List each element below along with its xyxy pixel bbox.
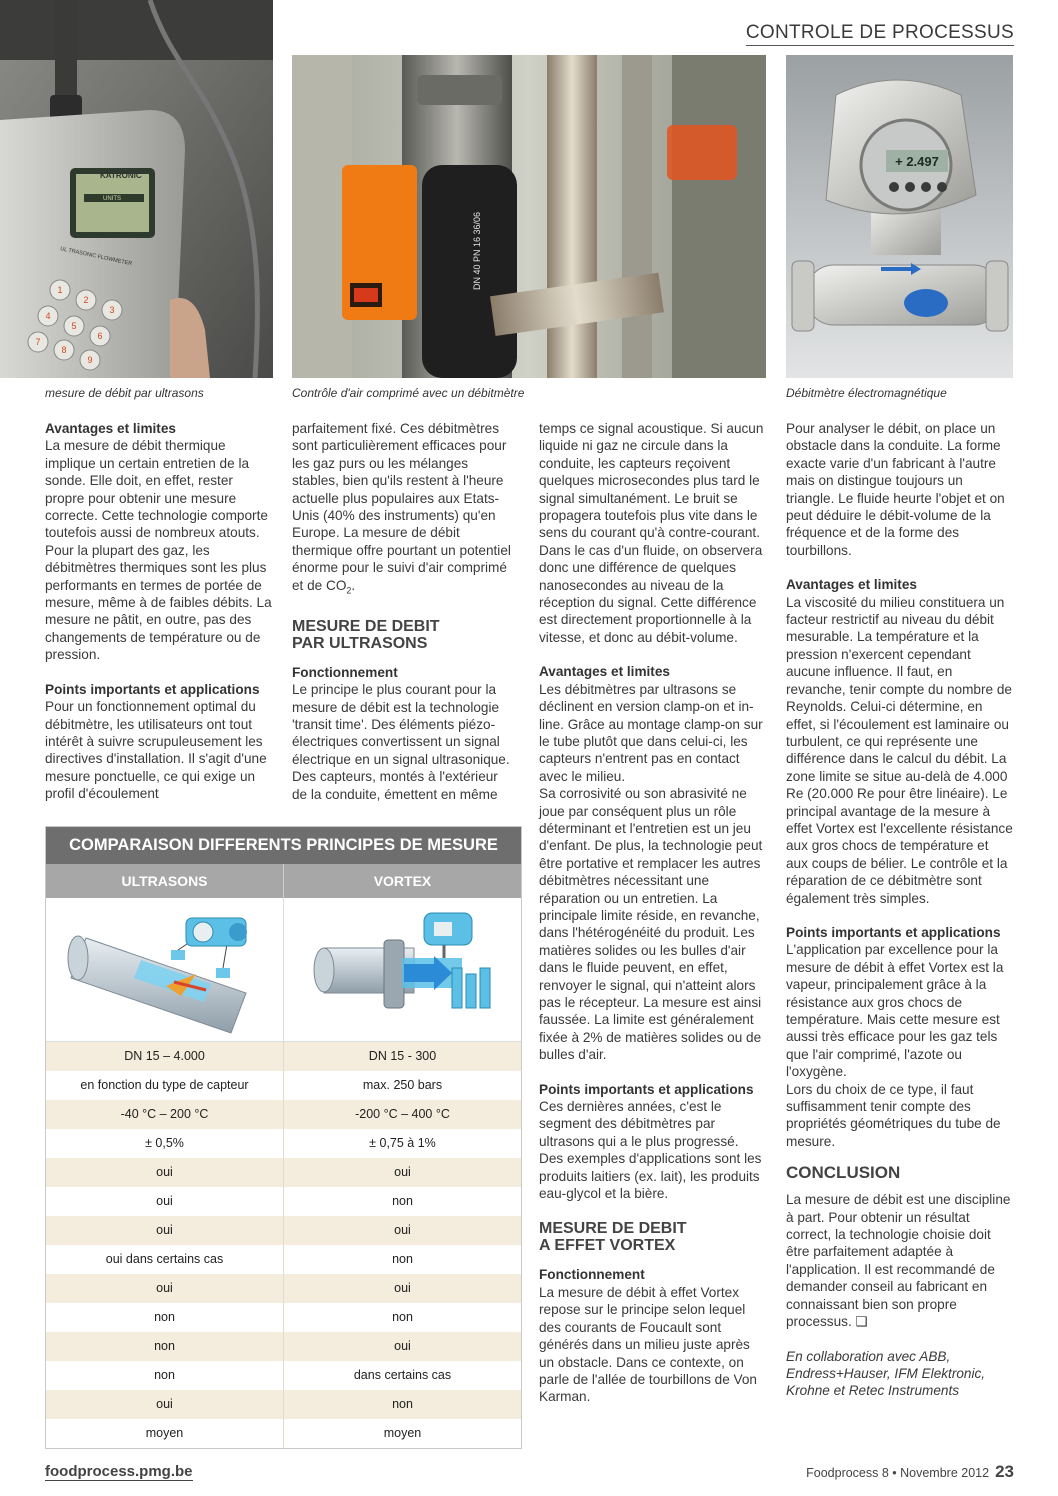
table-row [46, 1303, 521, 1332]
heading-avantages-limites-2: Avantages et limites [539, 664, 670, 680]
device-model-text: UL TRASONIC FLOWMETER [59, 246, 133, 268]
section-title: CONTROLE DE PROCESSUS [746, 22, 1014, 46]
screen-text: UNITS [103, 196, 121, 202]
svg-text:6: 6 [97, 331, 103, 341]
footer-issue-info [806, 1462, 1014, 1482]
heading-points-importants-2: Points importants et applications [539, 1081, 754, 1097]
cell-vortex: -200 °C – 400 °C [355, 1107, 450, 1121]
section-heading-line: PAR ULTRASONS [292, 634, 428, 652]
table-row [46, 1274, 521, 1303]
cell-vortex: max. 250 bars [362, 1078, 443, 1092]
svg-text:3: 3 [109, 305, 115, 315]
table-row [46, 1129, 521, 1158]
table-row [46, 1361, 521, 1390]
comparison-rows [46, 1042, 521, 1448]
section-heading-line: MESURE DE DEBIT [539, 1220, 687, 1238]
cell-vortex: moyen [383, 1426, 422, 1440]
cell-ultrasons: non [46, 1361, 284, 1390]
pipe-label: DN 40 PN 16 36/06 [472, 211, 482, 290]
footer-website-link[interactable]: foodprocess.pmg.be [45, 1463, 193, 1480]
column-3 [539, 420, 765, 1406]
issue-label: Foodprocess 8 • Novembre 2012 [806, 1466, 990, 1480]
paragraph: L'application par excellence pour la mesure de débit à effet Vortex est la vapeur, principalement grâce à la résistance aux gros chocs de température. Mais cette mesure est aussi très efficace pour les gaz tels que l'air comprimé, l'azote ou l'oxygène. [786, 942, 1004, 1080]
cell-vortex: dans certains cas [353, 1368, 452, 1382]
table-row [46, 1071, 521, 1100]
svg-text:8: 8 [61, 345, 67, 355]
comparison-header-row [46, 864, 521, 898]
cell-ultrasons: ± 0,5% [46, 1129, 284, 1158]
paragraph [292, 420, 516, 600]
cell-vortex: oui [394, 1165, 411, 1179]
svg-text:7: 7 [35, 337, 41, 347]
caption-electromagnetic: Débitmètre électromagnétique [786, 386, 947, 400]
paragraph [786, 1191, 1014, 1330]
paragraph-text: parfaitement fixé. Ces débitmètres sont particulièrement efficaces pour les gaz purs ou les mélanges stables, bien qu'ils restent à l'heure actuelle plus populaires aux Etats-Unis (40% des instruments) qu'en Europe. La mesure de débit thermique offre pourtant un potentiel énorme pour le suivi d'air comprimé et de CO [292, 421, 511, 593]
heading-fonctionnement-1: Fonctionnement [292, 664, 398, 680]
cell-ultrasons: oui [46, 1158, 284, 1187]
cell-ultrasons: moyen [46, 1419, 284, 1448]
column-1 [45, 420, 273, 803]
cell-vortex: oui [394, 1281, 411, 1295]
ultrasonic-diagram [46, 898, 284, 1041]
page-number: 23 [995, 1462, 1014, 1481]
cell-vortex: non [392, 1397, 413, 1411]
paragraph: La viscosité du milieu constituera un facteur restrictif au niveau du débit mesurable. La température et la pression n'exercent cependant aucune influence. Il faut, en revanche, tenir compte du nombre de Reynolds. Celui-ci détermine, en effet, si l'écoulement est laminaire ou turbulent, ce qui représente une différence dans le calcul du débit. La zone limite se situe au-delà de 4.000 Re (20.000 Re pour être linéaire). Le principal avantage de la mesure à effet Vortex est l'excellente résistance aux gros chocs de température et aux coups de bélier. Le contrôle et la réparation de ce débitmètre sont également très simples. [786, 594, 1013, 906]
section-heading-ultrasons [292, 618, 516, 652]
svg-text:9: 9 [87, 355, 93, 365]
table-row [46, 1390, 521, 1419]
header-ultrasons: ULTRASONS [46, 864, 284, 898]
paragraph: La mesure de débit à effet Vortex repose sur le principe selon lequel des courants de Foucault sont générés dans un milieu juste après un obstacle. Dans ce contexte, on parle de l'allée de tourbillons de Von Karman. [539, 1284, 757, 1405]
paragraph: temps ce signal acoustique. Si aucun liquide ni gaz ne circule dans la conduite, les capteurs reçoivent quelques microsecondes plus tard le signal simultanément. Le bruit se propagera toutefois plus vite dans le sens du courant qu'à contre-courant. Dans le cas d'un fluide, on observera donc une différence de quelques nanosecondes au niveau de la réception du signal. Cette différence est directement proportionnelle à la vitesse, et donc au débit-volume. [539, 421, 764, 645]
photo-ultrasonic-flowmeter [0, 0, 273, 378]
cell-vortex: oui [394, 1223, 411, 1237]
cell-vortex: DN 15 - 300 [368, 1049, 437, 1063]
table-row [46, 1187, 521, 1216]
table-row [46, 1245, 521, 1274]
cell-ultrasons: oui [46, 1216, 284, 1245]
paragraph: Le principe le plus courant pour la mesure de débit est la technologie 'transit time'. Des éléments piézo-électriques convertissent un signal électrique en un signal ultrasonique. Des capteurs, montés à l'extérieur de la conduite, émettent en même [292, 682, 510, 802]
paragraph: Pour analyser le débit, on place un obstacle dans la conduite. La forme exacte varie d'un fabricant à l'autre mais on distingue toujours un triangle. Le fluide heurte l'objet et on peut déduire le débit-volume de la fréquence et de la forme des tourbillons. [786, 421, 1005, 558]
svg-text:4: 4 [45, 311, 51, 321]
column-2 [292, 420, 516, 803]
end-mark-icon: ❑ [855, 1314, 868, 1330]
cell-ultrasons: oui [46, 1187, 284, 1216]
table-row [46, 1332, 521, 1361]
section-heading-line: MESURE DE DEBIT [292, 617, 440, 635]
table-row [46, 1100, 521, 1129]
credit-note: En collaboration avec ABB, Endress+Hauser, IFM Elektronic, Krohne et Retec Instruments [786, 1348, 986, 1399]
svg-text:2: 2 [83, 295, 89, 305]
paragraph-text: La mesure de débit est une discipline à part. Pour obtenir un résultat correct, la technologie choisie doit être parfaitement adaptée à l'application. Il est recommandé de demander conseil au fabricant en connaissant bien son propre processus. [786, 1192, 1011, 1330]
heading-avantages-limites-1: Avantages et limites [45, 421, 176, 436]
cell-vortex: non [392, 1310, 413, 1324]
section-heading-vortex [539, 1220, 765, 1254]
table-row [46, 1042, 521, 1071]
svg-text:1: 1 [57, 285, 63, 295]
photo-compressed-air-flowmeter [292, 55, 766, 378]
cell-ultrasons: non [46, 1303, 284, 1332]
cell-ultrasons: en fonction du type de capteur [46, 1071, 284, 1100]
caption-compressed-air: Contrôle d'air comprimé avec un débitmètre [292, 386, 525, 400]
paragraph: La mesure de débit thermique implique un certain entretien de la sonde. Elle doit, en effet, rester propre pour obtenir une mesure correcte. Cette technologie comporte toutefois aussi de nombreux atouts. Pour la plupart des gaz, les débitmètres thermiques sont les plus performants en termes de portée de mesure, même à de faibles débits. La mesure ne pâtit, en outre, pas des changements de température ou de pression. [45, 438, 272, 663]
heading-avantages-limites-3: Avantages et limites [786, 577, 917, 593]
table-row [46, 1216, 521, 1245]
cell-vortex: ± 0,75 à 1% [369, 1136, 436, 1150]
cell-ultrasons: oui [46, 1274, 284, 1303]
comparison-table [45, 826, 522, 1449]
heading-fonctionnement-2: Fonctionnement [539, 1267, 645, 1283]
paragraph: Sa corrosivité ou son abrasivité ne joue par conséquent plus un rôle déterminant et l'entretien est un jeu d'enfant. De plus, la technologie peut être portative et remplacer les autres débitmètres nécessitant une réparation ou un entretien. La principale limite réside, en revanche, dans l'hétérogénéité du produit. Les matières solides ou les bulles d'air dans le fluide peuvent, en effet, renvoyer le signal, qui n'atteint alors pas le récepteur. La mesure est ainsi faussée. La limite est généralement fixée à 2% de matières solides ou de bulles d'air. [539, 786, 763, 1063]
cell-vortex: oui [394, 1339, 411, 1353]
conclusion-heading: CONCLUSION [786, 1163, 901, 1183]
svg-text:5: 5 [71, 321, 77, 331]
meter-display-text: + 2.497 [895, 154, 939, 169]
heading-points-importants-1: Points importants et applications [45, 681, 260, 697]
paragraph: Ces dernières années, c'est le segment des débitmètres par ultrasons qui a le plus progressé. Des exemples d'applications sont les produits laitiers (ex. lait), les produits eau-glycol et la bière. [539, 1099, 762, 1202]
paragraph: Pour un fonctionnement optimal du débitmètre, les utilisateurs ont tout intérêt à suivre scrupuleusement les directives d'installation. Il s'agit d'une mesure ponctuelle, ce qui exige un profil d'écoulement [45, 699, 267, 802]
column-4 [786, 420, 1014, 1400]
table-row [46, 1158, 521, 1187]
cell-ultrasons: DN 15 – 4.000 [46, 1042, 284, 1071]
comparison-title: COMPARAISON DIFFERENTS PRINCIPES DE MESURE [46, 827, 521, 864]
caption-ultrasonic: mesure de débit par ultrasons [45, 386, 204, 400]
photo-electromagnetic-flowmeter [786, 55, 1013, 378]
cell-ultrasons: oui dans certains cas [46, 1245, 284, 1274]
brand-logo-text: KATRONIC [100, 171, 142, 180]
cell-ultrasons: non [46, 1332, 284, 1361]
cell-vortex: non [392, 1194, 413, 1208]
paragraph: Les débitmètres par ultrasons se déclinent en version clamp-on et in-line. Grâce au montage clamp-on sur le tube plutôt que dans celui-ci, les capteurs n'entrent pas en contact avec le milieu. [539, 681, 763, 784]
paragraph: Lors du choix de ce type, il faut suffisamment tenir compte des propriétés géométriques du tube de mesure. [786, 1081, 1001, 1149]
subscript: 2 [346, 585, 352, 596]
section-heading-line: A EFFET VORTEX [539, 1237, 676, 1255]
paragraph-end: . [351, 577, 356, 593]
cell-ultrasons: -40 °C – 200 °C [46, 1100, 284, 1129]
cell-vortex: non [392, 1252, 413, 1266]
heading-points-importants-3: Points importants et applications [786, 924, 1001, 940]
cell-ultrasons: oui [46, 1390, 284, 1419]
table-row [46, 1419, 521, 1448]
header-vortex: VORTEX [373, 873, 432, 889]
comparison-diagrams [46, 898, 521, 1042]
vortex-diagram [284, 898, 521, 1041]
